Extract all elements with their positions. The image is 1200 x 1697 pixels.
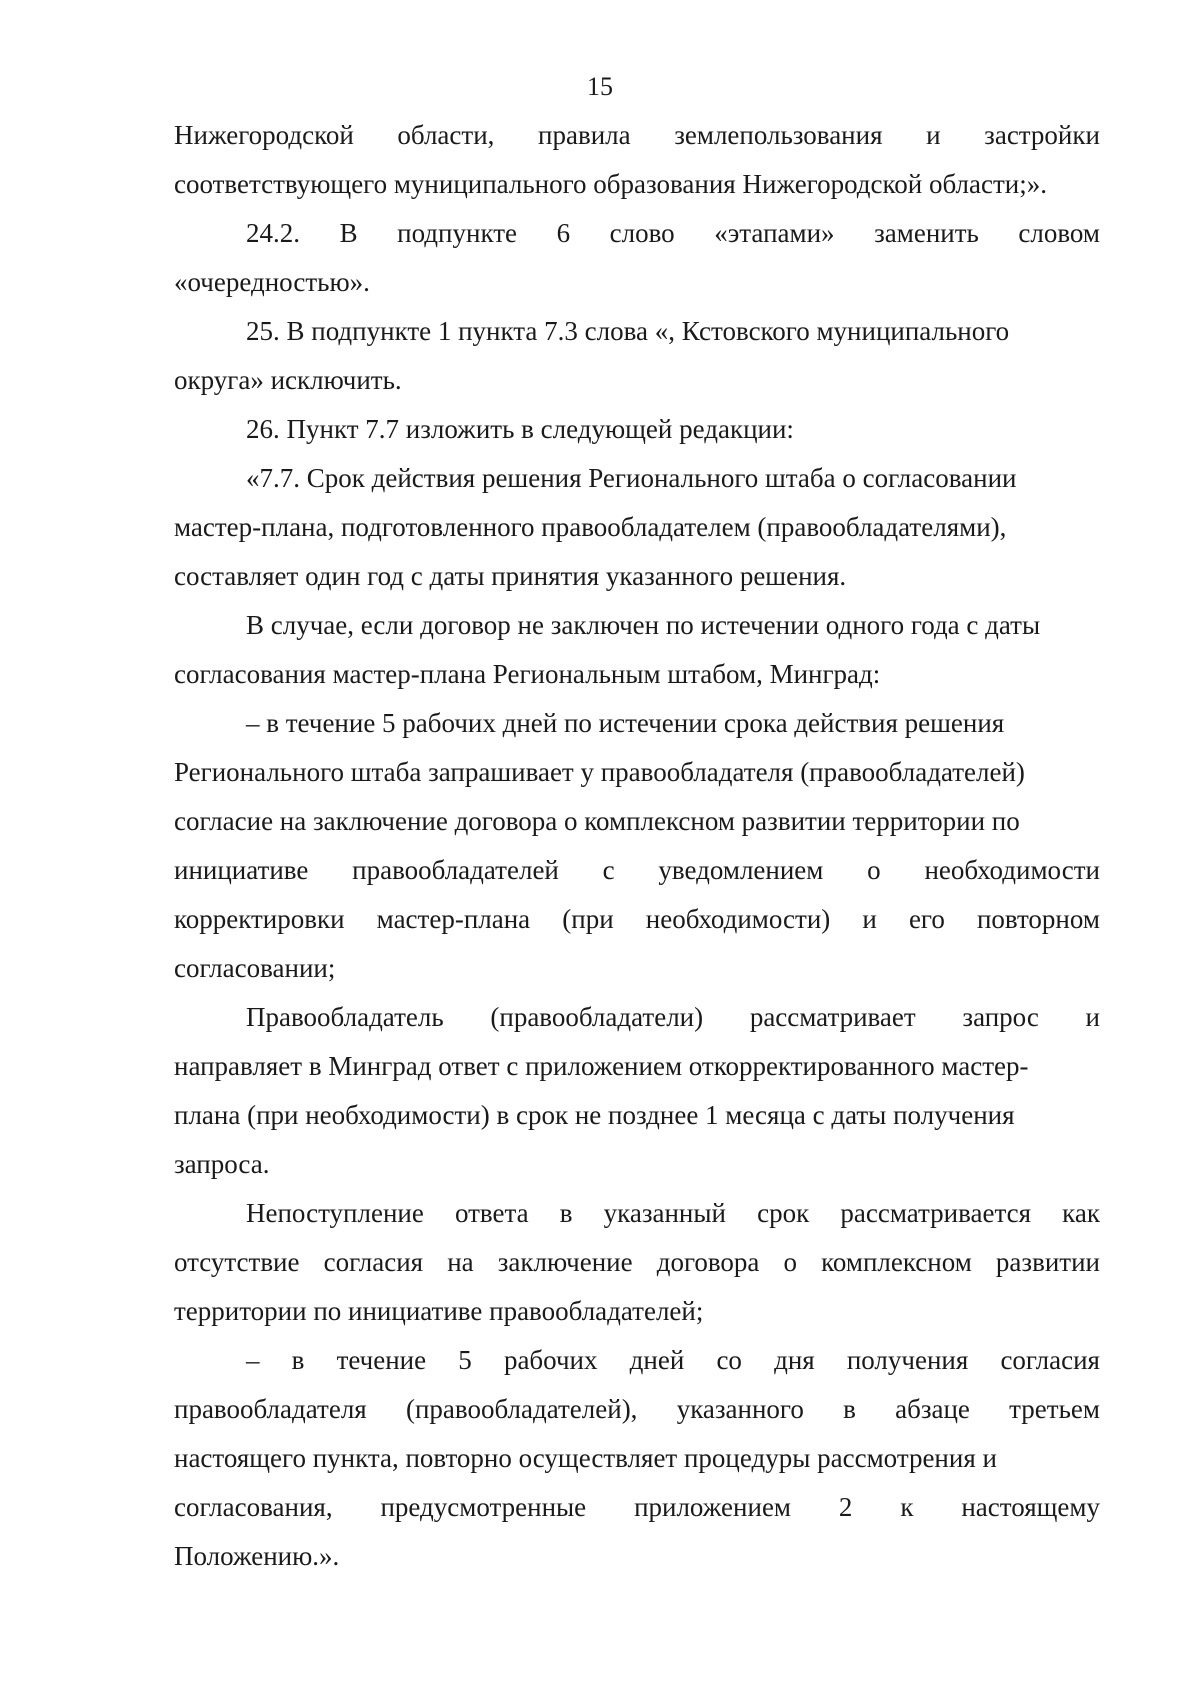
text-line: территории по инициативе правообладателей; <box>174 1296 704 1326</box>
word: мастер-плана <box>376 904 531 934</box>
paragraph-25 <box>174 307 1100 405</box>
text-line: округа» исключить. <box>174 365 402 395</box>
text-line: «7.7. Срок действия решения Регионального штаба о согласовании <box>246 463 1017 493</box>
word: в <box>843 1394 856 1424</box>
paragraph-case <box>174 601 1100 699</box>
word: течение <box>336 1345 427 1375</box>
word: со <box>716 1345 742 1375</box>
word: договора <box>656 1247 760 1277</box>
word: дней <box>629 1345 685 1375</box>
word: (правообладателей), <box>405 1394 638 1424</box>
text-line <box>174 1238 1100 1287</box>
word: 2 <box>838 1492 853 1522</box>
word: Правообладатель <box>246 1002 444 1032</box>
text-line <box>174 1483 1100 1532</box>
word: правила <box>538 120 631 150</box>
word: застройки <box>984 120 1100 150</box>
word: предусмотренные <box>380 1492 587 1522</box>
word: Нижегородской <box>174 120 354 150</box>
text-line <box>174 993 1100 1042</box>
paragraph-no-response <box>174 1189 1100 1336</box>
text-line <box>174 209 1100 258</box>
word: запрос <box>962 1002 1039 1032</box>
word: 24.2. <box>246 218 300 248</box>
text-line: составляет один год с даты принятия указанного решения. <box>174 561 847 591</box>
word: в <box>559 1198 573 1228</box>
word: повторном <box>976 904 1100 934</box>
word: дня <box>774 1345 815 1375</box>
word: слово <box>609 218 675 248</box>
word: на <box>447 1247 474 1277</box>
word: правообладателя <box>174 1394 367 1424</box>
word: подпункте <box>397 218 517 248</box>
word: настоящему <box>961 1492 1100 1522</box>
word: инициативе <box>174 855 309 885</box>
word: отсутствие <box>174 1247 300 1277</box>
word: уведомлением <box>658 855 824 885</box>
word: с <box>602 855 615 885</box>
word: заменить <box>874 218 979 248</box>
text-line <box>174 846 1100 895</box>
paragraph-dash-1 <box>174 699 1100 993</box>
word: согласия <box>323 1247 424 1277</box>
word: и <box>926 120 941 150</box>
word: Непоступление <box>246 1198 424 1228</box>
text-line: В случае, если договор не заключен по истечении одного года с даты <box>246 610 1041 640</box>
paragraph-rightholder <box>174 993 1100 1189</box>
word: как <box>1062 1198 1100 1228</box>
word: – <box>246 1345 260 1375</box>
text-line: Регионального штаба запрашивает у правообладателя (правообладателей) <box>174 757 1025 787</box>
word: третьем <box>1009 1394 1100 1424</box>
word: к <box>900 1492 914 1522</box>
text-line: согласие на заключение договора о комплексном развитии территории по <box>174 806 1020 836</box>
text-line <box>174 1336 1100 1385</box>
text-line: настоящего пункта, повторно осуществляет процедуры рассмотрения и <box>174 1443 997 1473</box>
word: о <box>783 1247 798 1277</box>
word: срок <box>757 1198 810 1228</box>
text-line: согласовании; <box>174 953 336 983</box>
word: комплексном <box>821 1247 972 1277</box>
document-body <box>174 111 1100 1581</box>
word: рабочих <box>503 1345 598 1375</box>
text-line: направляет в Минград ответ с приложением откорректированного мастер- <box>174 1051 1029 1081</box>
word: 5 <box>458 1345 472 1375</box>
word: правообладателей <box>352 855 559 885</box>
text-line: 25. В подпункте 1 пункта 7.3 слова «, Кстовского муниципального <box>246 316 1010 346</box>
word: и <box>1085 1002 1100 1032</box>
word: приложением <box>634 1492 792 1522</box>
word: указанного <box>676 1394 804 1424</box>
word: «этапами» <box>714 218 835 248</box>
text-line: соответствующего муниципального образования Нижегородской области;». <box>174 169 1047 199</box>
text-line <box>174 895 1100 944</box>
paragraph-dash-2 <box>174 1336 1100 1581</box>
word: необходимости <box>924 855 1100 885</box>
word: 6 <box>556 218 571 248</box>
word: заключение <box>497 1247 633 1277</box>
paragraph-continuation <box>174 111 1100 209</box>
paragraph-7-7 <box>174 454 1100 601</box>
word: в <box>291 1345 305 1375</box>
text-line: – в течение 5 рабочих дней по истечении срока действия решения <box>246 708 1005 738</box>
word: рассматривается <box>840 1198 1031 1228</box>
word: и <box>862 904 877 934</box>
word: его <box>908 904 945 934</box>
word: необходимости) <box>645 904 831 934</box>
text-line: запроса. <box>174 1149 270 1179</box>
word: получения <box>846 1345 969 1375</box>
word: области, <box>397 120 495 150</box>
word: рассматривает <box>749 1002 916 1032</box>
word: (правообладатели) <box>490 1002 704 1032</box>
word: В <box>339 218 358 248</box>
text-line <box>174 1385 1100 1434</box>
word: согласования, <box>174 1492 333 1522</box>
text-line: 26. Пункт 7.7 изложить в следующей редакции: <box>246 414 794 444</box>
text-line <box>174 111 1100 160</box>
text-line: «очередностью». <box>174 267 370 297</box>
word: развитии <box>995 1247 1100 1277</box>
page-number: 15 <box>587 72 613 101</box>
paragraph-26 <box>174 405 1100 454</box>
word: указанный <box>603 1198 726 1228</box>
text-line <box>174 1189 1100 1238</box>
word: (при <box>562 904 614 934</box>
word: о <box>867 855 881 885</box>
text-line: плана (при необходимости) в срок не позднее 1 месяца с даты получения <box>174 1100 1015 1130</box>
word: словом <box>1018 218 1100 248</box>
paragraph-24-2 <box>174 209 1100 307</box>
word: согласия <box>1000 1345 1100 1375</box>
word: корректировки <box>174 904 345 934</box>
word: землепользования <box>674 120 883 150</box>
text-line: согласования мастер-плана Региональным штабом, Минград: <box>174 659 881 689</box>
word: ответа <box>454 1198 529 1228</box>
text-line: Положению.». <box>174 1541 340 1571</box>
text-line: мастер-плана, подготовленного правообладателем (правообладателями), <box>174 512 1007 542</box>
word: абзаце <box>895 1394 970 1424</box>
